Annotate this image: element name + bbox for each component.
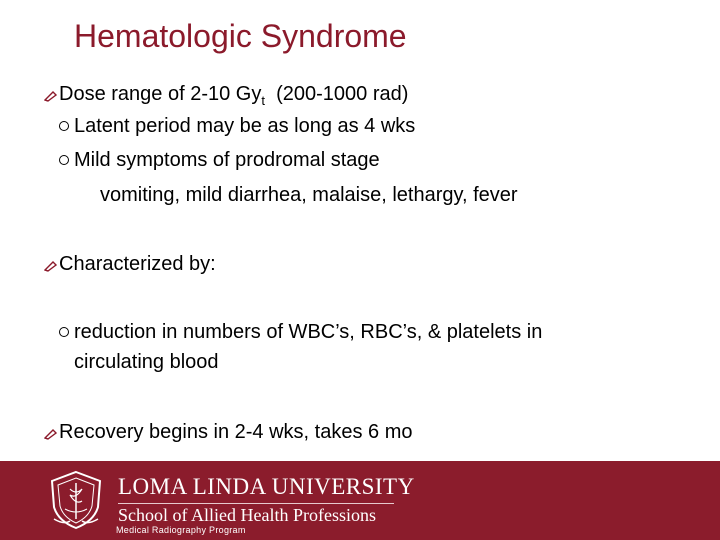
bullet-dose-range (59, 82, 408, 113)
pen-bullet-icon (44, 91, 57, 102)
bullet-recovery: Recovery begins in 2-4 wks, takes 6 mo (59, 421, 413, 443)
pen-bullet-icon (44, 261, 57, 272)
sub-bullet-prodromal: Mild symptoms of prodromal stage (74, 149, 380, 171)
program-name: Medical Radiography Program (116, 525, 246, 535)
slide-title: Hematologic Syndrome (74, 18, 407, 54)
prodromal-symptoms: vomiting, mild diarrhea, malaise, lethargy, fever (100, 184, 518, 206)
bullet-dose-text: Dose range of 2-10 Gy (59, 83, 262, 105)
footer-divider (118, 503, 394, 504)
footer-banner (0, 461, 720, 540)
sub-bullet-latent: Latent period may be as long as 4 wks (74, 115, 416, 137)
sub-bullet-reduction-line2: circulating blood (74, 351, 219, 373)
circle-bullet-icon (59, 155, 69, 165)
circle-bullet-icon (59, 327, 69, 337)
circle-bullet-icon (59, 121, 69, 131)
university-seal-icon (48, 469, 104, 531)
university-name: LOMA LINDA UNIVERSITY (118, 474, 415, 499)
bullet-dose-suffix: (200-1000 rad) (264, 83, 409, 105)
bullet-dose-subscript: t (261, 93, 265, 108)
school-name: School of Allied Health Professions (118, 505, 376, 525)
bullet-characterized: Characterized by: (59, 253, 216, 275)
sub-bullet-reduction-line1: reduction in numbers of WBC’s, RBC’s, & platelets in (74, 321, 543, 343)
pen-bullet-icon (44, 429, 57, 440)
